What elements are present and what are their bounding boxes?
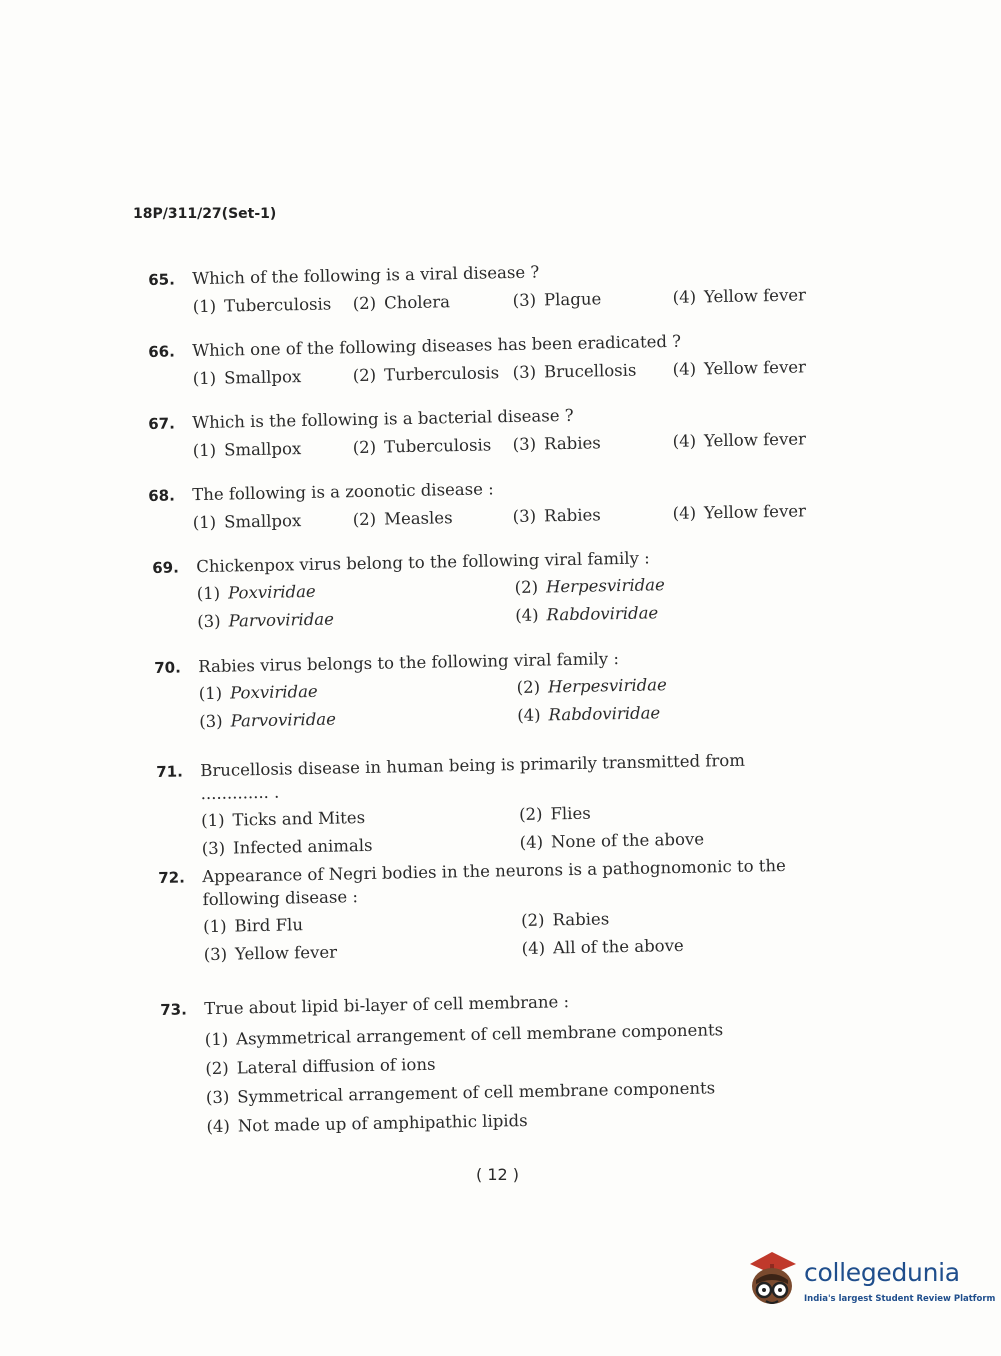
option-2: (2) Tuberculosis [352, 435, 492, 458]
question-number: 68. [148, 486, 175, 505]
question-number: 67. [148, 414, 175, 433]
question-67 [148, 399, 849, 461]
option-4: (4) Rabdoviridae [515, 603, 659, 626]
logo-tagline: India's largest Student Review Platform [804, 1294, 996, 1304]
option-3: (3) Plague [512, 289, 602, 311]
option-4: (4) Yellow fever [672, 429, 807, 451]
option-1: (1) Poxviridae [198, 681, 318, 704]
question-number: 66. [148, 342, 175, 361]
question-text: Which of the following is a viral disease ? [192, 262, 540, 289]
option-3: (3) Rabies [512, 505, 601, 527]
option-4: (4) All of the above [521, 935, 684, 959]
question-number: 71. [156, 762, 183, 781]
option-4: (4) Yellow fever [672, 357, 807, 379]
option-2: (2) Cholera [352, 292, 451, 314]
option-4: (4) Yellow fever [672, 501, 807, 523]
option-3: (3) Infected animals [201, 835, 373, 859]
question-text: Rabies virus belongs to the following viral family : [198, 649, 620, 677]
option-2: (2) Measles [352, 508, 453, 530]
question-number: 73. [160, 1000, 187, 1019]
question-text: Which one of the following diseases has been eradicated ? [192, 331, 682, 361]
option-3: (3) Yellow fever [203, 942, 338, 965]
logo-wordmark: collegedunia [804, 1258, 960, 1287]
question-68 [148, 471, 849, 533]
option-2: (2) Flies [518, 803, 591, 825]
option-1: (1) Smallpox [192, 367, 302, 389]
collegedunia-logo[interactable] [742, 1250, 996, 1320]
option-2: (2) Rabies [520, 909, 610, 931]
option-2: (2) Herpesviridae [514, 575, 665, 598]
question-text: Brucellosis disease in human being is primarily transmitted from ............. . [200, 750, 746, 804]
question-text: The following is a zoonotic disease : [192, 479, 494, 505]
option-1: (1) Poxviridae [196, 581, 316, 604]
question-number: 70. [154, 658, 181, 677]
paper-code: 18P/311/27(Set-1) [133, 206, 277, 222]
option-4: (4) None of the above [519, 829, 705, 853]
mascot-icon [742, 1250, 802, 1314]
question-text: Appearance of Negri bodies in the neurons is a pathognomonic to the following disease : [202, 855, 786, 910]
option-4: (4) Rabdoviridae [517, 703, 661, 726]
option-2: (2) Turberculosis [352, 363, 500, 386]
option-4: (4) Yellow fever [672, 285, 807, 307]
option-1: (1) Tuberculosis [192, 294, 332, 317]
question-65 [148, 255, 849, 317]
option-3: (3) Rabies [512, 433, 601, 455]
option-1: (1) Asymmetrical arrangement of cell membrane components [204, 1020, 724, 1050]
option-3: (3) Parvoviridae [199, 709, 337, 732]
option-3: (3) Parvoviridae [197, 609, 335, 632]
question-66 [148, 327, 849, 389]
question-text: Which is the following is a bacterial disease ? [192, 405, 574, 433]
option-3: (3) Symmetrical arrangement of cell membrane components [205, 1078, 716, 1108]
question-71 [156, 747, 818, 859]
option-1: (1) Smallpox [192, 439, 302, 461]
question-72 [158, 853, 840, 965]
option-1: (1) Ticks and Mites [200, 807, 366, 831]
question-text: True about lipid bi-layer of cell membrane : [204, 992, 570, 1019]
question-70 [154, 643, 855, 732]
page-number: ( 12 ) [476, 1165, 520, 1184]
option-2: (2) Lateral diffusion of ions [205, 1054, 436, 1079]
question-number: 72. [158, 868, 185, 887]
question-number: 69. [152, 558, 179, 577]
question-number: 65. [148, 270, 175, 289]
option-1: (1) Smallpox [192, 511, 302, 533]
option-2: (2) Herpesviridae [516, 675, 667, 698]
option-1: (1) Bird Flu [202, 915, 304, 937]
question-73 [160, 986, 783, 1147]
option-4: (4) Not made up of amphipathic lipids [206, 1110, 528, 1137]
question-text: Chickenpox virus belong to the following viral family : [196, 548, 650, 577]
question-69 [152, 543, 853, 632]
option-3: (3) Brucellosis [512, 360, 637, 383]
